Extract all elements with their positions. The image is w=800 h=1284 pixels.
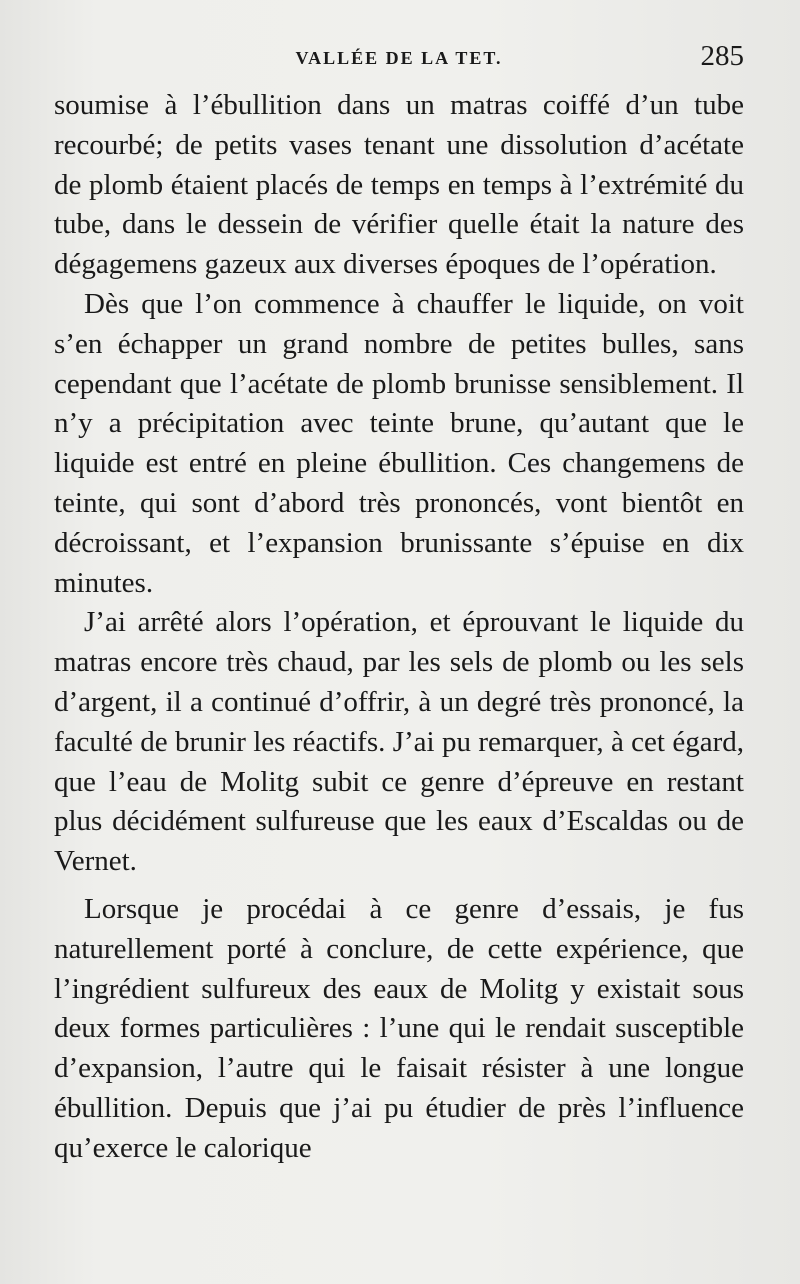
page-number: 285 (700, 40, 744, 72)
paragraph: Lorsque je procédai à ce genre d’essais, je fus naturellement porté à conclure, de cette expérience, que l’ingrédient sulfureux des eaux de Molitg y existait sous deux formes particulières : l’une qui le rendait susceptible d’expansion, l’autre qui le faisait résister à une longue ébullition. Depuis que j’ai pu étudier de près l’influence qu’exerce le calorique (54, 892, 744, 1164)
paragraph-continued: soumise à l’ébullition dans un matras coiffé d’un tube recourbé; de petits vases tenant une dissolution d’acétate de plomb étaient placés de temps en temps à l’extrémité du tube, dans le dessein de vérifier quelle était la nature des dégagemens gazeux aux diverses époques de l’opération. (54, 89, 744, 281)
page-header (54, 40, 744, 80)
body-text (54, 86, 744, 1169)
paragraph: Dès que l’on commence à chauffer le liquide, on voit s’en échapper un grand nombre de petites bulles, sans cependant que l’acétate de plomb brunisse sensiblement. Il n’y a précipitation avec teinte brune, qu’autant que le liquide est entré en pleine ébullition. Ces changemens de teinte, qui sont d’abord très prononcés, vont bientôt en décroissant, et l’expansion brunissante s’épuise en dix minutes. (54, 287, 744, 599)
paragraph: J’ai arrêté alors l’opération, et éprouvant le liquide du matras encore très chaud, par les sels de plomb ou les sels d’argent, il a continué d’offrir, à un degré très prononcé, la faculté de brunir les réactifs. J’ai pu remarquer, à cet égard, que l’eau de Molitg subit ce genre d’épreuve en restant plus décidément sulfureuse que les eaux d’Escaldas ou de Vernet. (54, 606, 744, 878)
running-title: VALLÉE DE LA TET. (295, 48, 503, 68)
